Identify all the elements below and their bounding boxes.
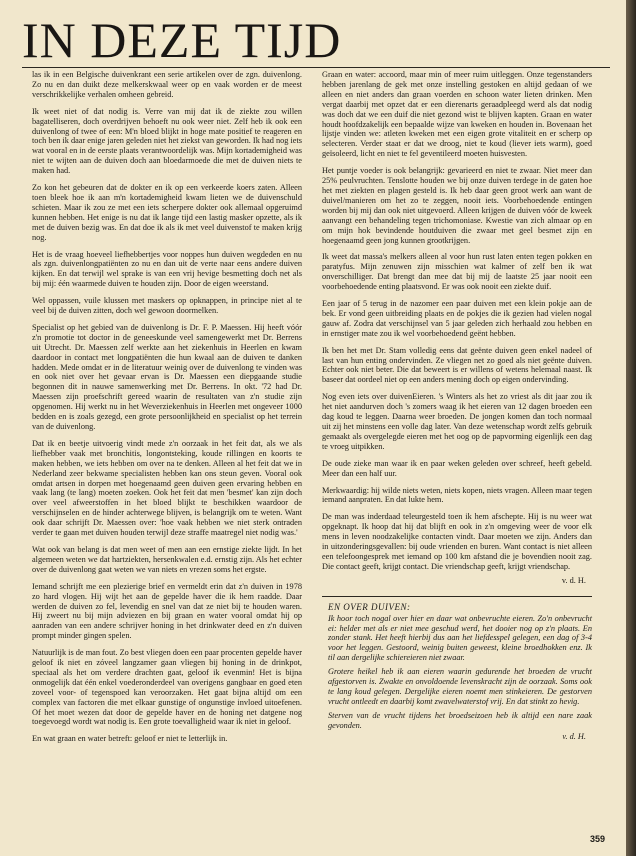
paragraph: Natuurlijk is de man fout. Zo best vliegen doen een paar procenten gepelde haver geloof ik niet en zóveel langzamer gaan vliegen bij honing in de drinkpot, speciaal als het om verdere drachten gaat, geloof ik evenmin! Het is bijna onmogelijk dat één enkel voederonderdeel van overigens gangbaar en goed eten zoveel voor- of tegenspoed kan veroorzaken. Het gaat bijna altijd om een complex van factoren die met elkaar gunstige of ongunstige invloed uitoefenen. Of het moet wezen dat door de gepelde haver en de honing net datgene nog toegevoegd wordt wat nodig is. Een grote toevalligheid waar ik niet in geloof. bbox=[32, 648, 303, 727]
paragraph: Ik weet niet of dat nodig is. Verre van mij dat ik de ziekte zou willen bagatelliseren, doch overdrijven behoeft nu ook weer niet. Zelf heb ik ook een duivenlong of twee of een: M'n bloed blijkt in hoge mate positief te reageren en toch ben ik daar enige jaren geleden niet het ziekst van geworden. Ik had nog iets wat vooral en in de eerste plaats verantwoordelijk was. Mijn kortademigheid was niet te wijten aan de duiven doch aan bloedarmoede die met de duiven niets te maken had. bbox=[32, 106, 303, 176]
paragraph: Het puntje voeder is ook belangrijk: gevarieerd en niet te zwaar. Niet meer dan 25% peulvruchten. Tenslotte houden we bij onze duiven terdege in de gaten hoe het met ziekten en plagen gesteld is. Ik heb daar geen groot werk aan want de duivel/manieren om het zo te zeggen, nooit iets. Voorbehoedende entingen worden bij mij dan ook niet uitgevoerd. Alleen krijgen de duiven vóór de kweek aanvangt een behandeling tegen trichomoniase. Kwestie van zich almaar op en om mijn hok bevindende houtduiven die zwaar met geel besmet zijn en hoegenaamd geen jong kunnen grootkrijgen. bbox=[322, 166, 592, 245]
paragraph: Het is de vraag hoeveel liefhebbertjes voor noppes hun duiven wegdeden en nu als zgn. duivenlongpatiënten zo nu en dan uit de verte naar eens andere duiven kijken. En dat terwijl wel sprake is van een vrij hevige besmetting doch net als bij mij: één waarmede duiven te houden zijn. Door de eigen weerstand. bbox=[32, 249, 302, 289]
title-rule bbox=[22, 67, 610, 68]
paragraph: De man was inderdaad teleurgesteld toen ik hem afschepte. Hij is nu weer wat opgeknapt. Ik hoop dat hij dat blijft en ook in z'n omgeving weer de voor elk mens in leven noodzakelijke contacten vindt. Daar moeten we zijn. Anders dan in uitzonderingsgevallen: bij oude vrienden en buren. Want contact is niet alleen een telefoongesprek met iemand op 100 km afstand die je bovendien nooit zag. Die contact geeft, krijgt contact. Die vriendschap geeft, krijgt vriendschap. bbox=[322, 512, 592, 571]
paragraph: Ik hoor toch nogal over hier en daar wat onbevruchte eieren. Zo'n onbevrucht ei: helder met als er niet mee geschud werd, het dooier nog op z'n plaats. En zonder stank. Het heeft hierbij dus aan het liefdesspel gelegen, een dag of 3-4 voor het leggen. Gestoord, weinig buiten geweest, kleine broedhokken enz. Ik til aan dergelijke schiereieren niet zwaar. bbox=[328, 613, 592, 663]
left-column bbox=[32, 70, 302, 751]
paragraph: Graan en water: accoord, maar min of meer ruim uitleggen. Onze tegenstanders hebben jarenlang de gek met onze instelling gestoken en altijd gedaan of we alleen en niet anders dan graan voerden en schoon water lieten drinken. Men vergat daarbij met opzet dat er een dierenarts geraadpleegd werd als dat nodig was doch dat we een duif die niet gezond wist te blijven kapten. Graan en water houdt hoofdzakelijk een bepaalde wijze van kweken en houden in. Bovenaan het lijstje vinden we: atleten kweken met een eigen grote vitaliteit en er scherp op selecteren. Verder staat er dat we droog, niet te koud (liever iets warm), goed geïsoleerd, licht en niet te fel geventileerd moeten huisvesten. bbox=[322, 70, 592, 159]
paragraph: Iemand schrijft me een plezierige brief en vermeldt erin dat z'n duiven in 1978 zo hard vlogen. Hij wijt het aan de gepelde haver die ik hem raadde. Daar werden de duiven zo fel, levendig en snel van dat ze niet bij te houden waren. Hij zweert nu bij mijn adviezen en bij graan en water vooral omdat hij op aanraden van een andere schrijver honing in het drinkwater deed en z'n duiven prompt minder gingen spelen. bbox=[32, 581, 302, 641]
paragraph: En wat graan en water betreft: geloof er niet te letterlijk in. bbox=[32, 734, 228, 744]
paragraph: Dat ik en beetje uitvoerig vindt mede z'n oorzaak in het feit dat, als we als liefhebber vaak met bronchitis, longontsteking, koude rillingen en koorts te maken hebben, we iets hebben om over na te denken. Alleen al het feit dat we in Nederland zeer bekwame specialisten hebben kan ons steun geven. Vooral ook omdat artsen in dorpen met hoegenaamd geen duiven geen ervaring hebben en vaak lang (te lang) moeten zoeken. Ook het feit dat men 'besmet' kan zijn doch over veel afweerstoffen in het bloed blijkt te beschikken waardoor de verschijnselen en de hinder achterwege blijven, is belangrijk om te weten. Want ook daar schrijft Dr. Maessen over: 'hoe vaak hebben we niet sterk ontraden verder te gaan met duiven houden terwijl deze straffe maatregel niet nodig was.' bbox=[32, 438, 302, 538]
page-edge bbox=[626, 0, 636, 856]
sidebar-box bbox=[322, 596, 592, 742]
sidebar-heading: EN OVER DUIVEN: bbox=[328, 601, 411, 612]
sidebar-body bbox=[328, 614, 592, 731]
paragraph: Nog even iets over duivenEieren. 's Winters als het zo vriest als dit jaar zou ik het niet aandurven doch 's zomers waag ik het eieren van 12 dagen broeden een dag koud te leggen. Daarna weer broeden. De jongen komen dan toch normaal uit zij het minstens een volle dag later. Van deze wetenschap wordt zelfs gebruik gemaakt als overgelegde eieren met het oog op de papvorming eigenlijk een dag te vroeg uitpikken. bbox=[322, 392, 592, 451]
page-number: 359 bbox=[590, 834, 606, 844]
paragraph: Specialist op het gebied van de duivenlong is Dr. F. P. Maessen. Hij heeft vóór z'n promotie tot doctor in de geneeskunde veel samengewerkt met Dr. Berrens uit Utrecht. Dr. Maessen zelf werkte aan het ziekenhuis in Heerlen en kwam daardoor in contact met longpatiënten die hun kwaal aan de duiven te danken hadden. Mede omdat er in de literatuur weinig over de duivenlong te vinden was en ook niet over het gevaar ervan is Dr. Maessen een diepgaande studie begonnen dit in nauwe samenwerking met Dr. Berrens. In okt. '72 had Dr. Maessen zijn proefschrift gereed waarin de resultaten van z'n studie zijn opgenomen. Hij werkt nu in het Weverziekenhuis in Heerlen met ongeveer 1000 bedden en is zoals gezegd, een grote persoonlijkheid en specialist op het terrein van de duivenlong. bbox=[32, 322, 302, 431]
paragraph: Ik weet dat massa's melkers alleen al voor hun rust laten enten tegen pokken en paratyfus. Mijn zenuwen zijn misschien wat kalmer of zelf ben ik wat onverschilliger. Dat brengt dan mee dat bij mij de laatste 25 jaar nooit een voorbehoedende enting plaatsvond. Er was ook nooit een ziekte duif. bbox=[322, 252, 592, 292]
paragraph: las ik in een Belgische duivenkrant een serie artikelen over de zgn. duivenlong. Zo nu en dan duikt deze melkerskwaal weer op en vaak worden er de meest verschrikkelijke verhalen omheen gebreid. bbox=[32, 70, 302, 99]
paragraph: Zo kon het gebeuren dat de dokter en ik op een verkeerde koers zaten. Alleen toen bleek hoe ik aan m'n kortademigheid kwam lieten we de duivenschuld schieten. Maar ik zou ze met een iets scherpere dokter ook allemaal opgeruimd kunnen hebben. Het enige is nu dat ik lange tijd een lastig masker opzette, als ik met de duiven bezig was. En dat doe ik als ik met veel duivenstof te maken krijg nog. bbox=[32, 183, 302, 242]
paragraph: Ik ben het met Dr. Stam volledig eens dat geënte duiven geen enkel nadeel of last van hun enting ondervinden. Ze vliegen net zo goed als niet geënte duiven. Echter ook niet beter. Die dat beweert is er willens of wetens helemaal naast. Ik baseer dat oordeel niet op een anders mening doch op eigen ondervinding. bbox=[322, 345, 592, 385]
paragraph: Een jaar of 5 terug in de nazomer een paar duiven met een klein pokje aan de bek. Er vond geen uitbreiding plaats en de pokjes die ik gezien had vielen nogal gauw af. Zodra dat verschijnsel van 5 jaar geleden zich herhaald zou hebben en in ernstiger mate zou ik wel voorbehoedend geënt hebben. bbox=[322, 299, 592, 338]
right-column bbox=[322, 70, 592, 741]
page-title: IN DEZE TIJD bbox=[22, 12, 342, 68]
paragraph: Wat ook van belang is dat men weet of men aan een ernstige ziekte lijdt. In het algemeen weten we dat hartziekten, hersenkwalen e.d. ernstig zijn. Als het echter over de duivenlong gaat weten we van niets en vrezen soms het ergste. bbox=[32, 544, 302, 574]
paragraph: Merkwaardig: hij wilde niets weten, niets kopen, niets vragen. Alleen maar tegen iemand aanpraten. En dat lukte hem. bbox=[322, 485, 592, 505]
right-column-body bbox=[322, 70, 592, 572]
paragraph: Sterven van de vrucht tijdens het broedseizoen heb ik altijd een nare zaak gevonden. bbox=[328, 710, 592, 730]
paragraph: De oude zieke man waar ik en paar weken geleden over schreef, heeft gebeld. Meer dan een half uur. bbox=[322, 458, 592, 478]
signature: v. d. H. bbox=[561, 575, 586, 585]
sidebar-signature: v. d. H. bbox=[562, 731, 586, 741]
paragraph: Wel oppassen, vuile klussen met maskers op opknappen, in principe niet al te veel bij de duiven zitten, doch wel gewoon doormelken. bbox=[32, 296, 302, 316]
paragraph: Grotere heikel heb ik aan eieren waarin gedurende het broeden de vrucht afgestorven is. Zwakte en onvoldoende levenskracht zijn de oorzaak. Soms ook te lang koud gelegen. Dergelijke eieren noemt men stinkeieren. De gestorven vrucht ontleedt en daarbij komt zwavelwaterstof vrij. En dat stinkt zo hevig. bbox=[328, 667, 592, 706]
